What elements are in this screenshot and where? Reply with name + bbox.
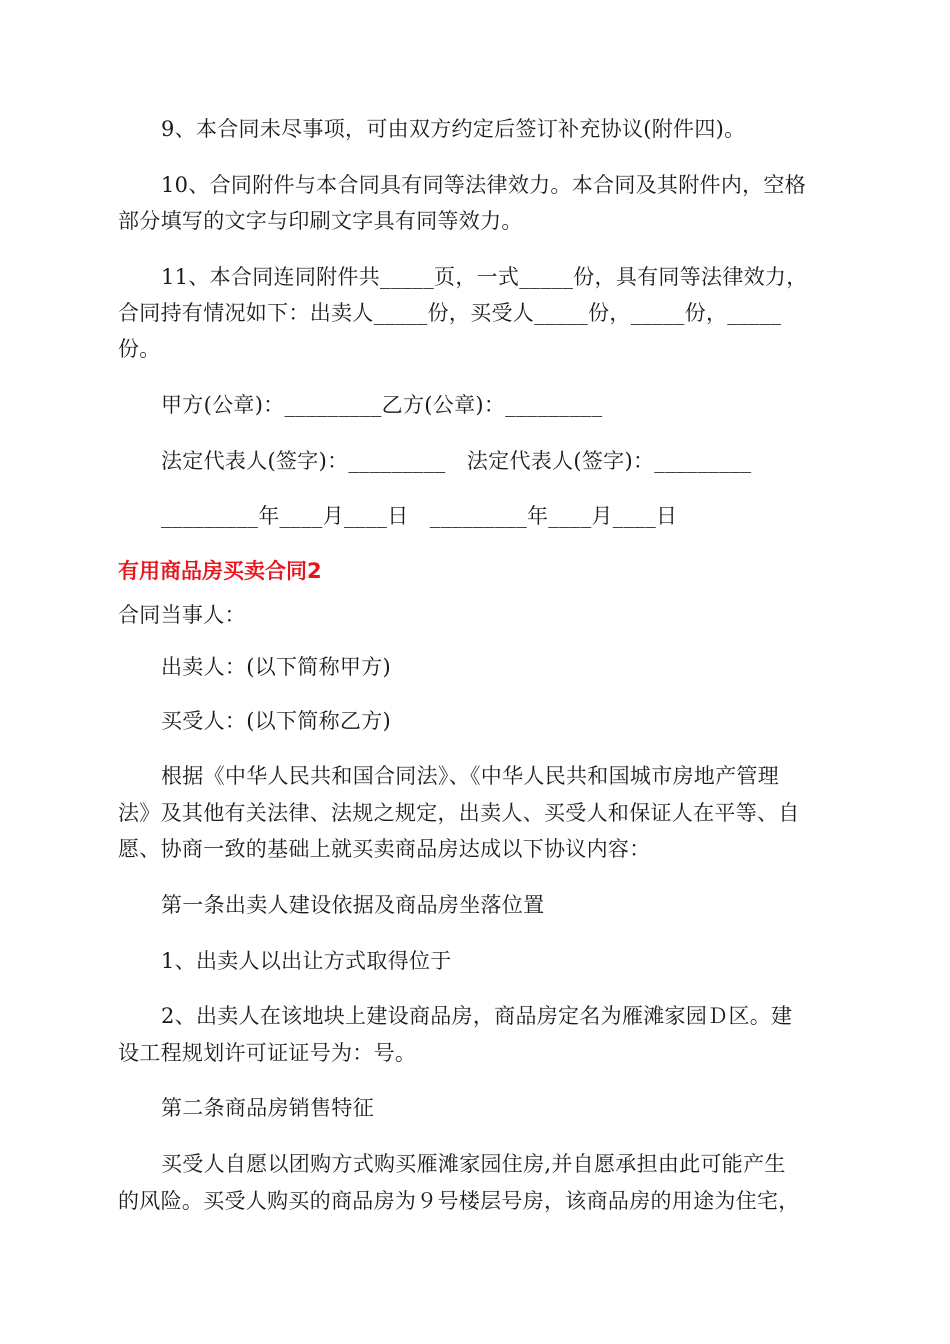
representative-signature-line: 法定代表人(签字)：_________ 法定代表人(签字)：_________ (161, 449, 752, 473)
article-1-title: 第一条出卖人建设依据及商品房坐落位置 (161, 893, 545, 917)
article-2-line-2: 的风险。买受人购买的商品房为９号楼层号房，该商品房的用途为住宅， (118, 1189, 800, 1213)
clause-10-line-2: 部分填写的文字与印刷文字具有同等效力。 (118, 209, 523, 233)
article-2-title: 第二条商品房销售特征 (161, 1096, 374, 1120)
clause-10-line-1: 10、合同附件与本合同具有同等法律效力。本合同及其附件内，空格 (161, 173, 807, 197)
basis-line-2: 法》及其他有关法律、法规之规定，出卖人、买受人和保证人在平等、自 (118, 801, 800, 825)
date-line: _________年____月____日 _________年____月____日 (161, 504, 678, 528)
seller-line: 出卖人：(以下简称甲方) (161, 655, 391, 679)
article-2-line-1: 买受人自愿以团购方式购买雁滩家园住房,并自愿承担由此可能产生 (161, 1152, 786, 1176)
buyer-line: 买受人：(以下简称乙方) (161, 709, 391, 733)
seal-signature-line: 甲方(公章)：_________乙方(公章)：_________ (161, 393, 603, 417)
basis-line-1: 根据《中华人民共和国合同法》、《中华人民共和国城市房地产管理 (161, 764, 779, 788)
basis-line-3: 愿、协商一致的基础上就买卖商品房达成以下协议内容： (118, 837, 651, 861)
clause-11-line-1: 11、本合同连同附件共_____页，一式_____份，具有同等法律效力， (161, 265, 808, 289)
article-1-item-2-line-1: 2、出卖人在该地块上建设商品房，商品房定名为雁滩家园Ｄ区。建 (161, 1004, 793, 1028)
clause-11-line-2: 合同持有情况如下：出卖人_____份，买受人_____份，_____份，_____ (118, 301, 782, 325)
clause-9: 9、本合同未尽事项，可由双方约定后签订补充协议(附件四)。 (161, 117, 746, 141)
contract-2-title: 有用商品房买卖合同2 (118, 559, 322, 583)
clause-11-line-3: 份。 (118, 337, 161, 361)
article-1-item-2-line-2: 设工程规划许可证证号为：号。 (118, 1041, 417, 1065)
article-1-item-1: 1、出卖人以出让方式取得位于 (161, 949, 452, 973)
parties-label: 合同当事人： (118, 603, 246, 627)
